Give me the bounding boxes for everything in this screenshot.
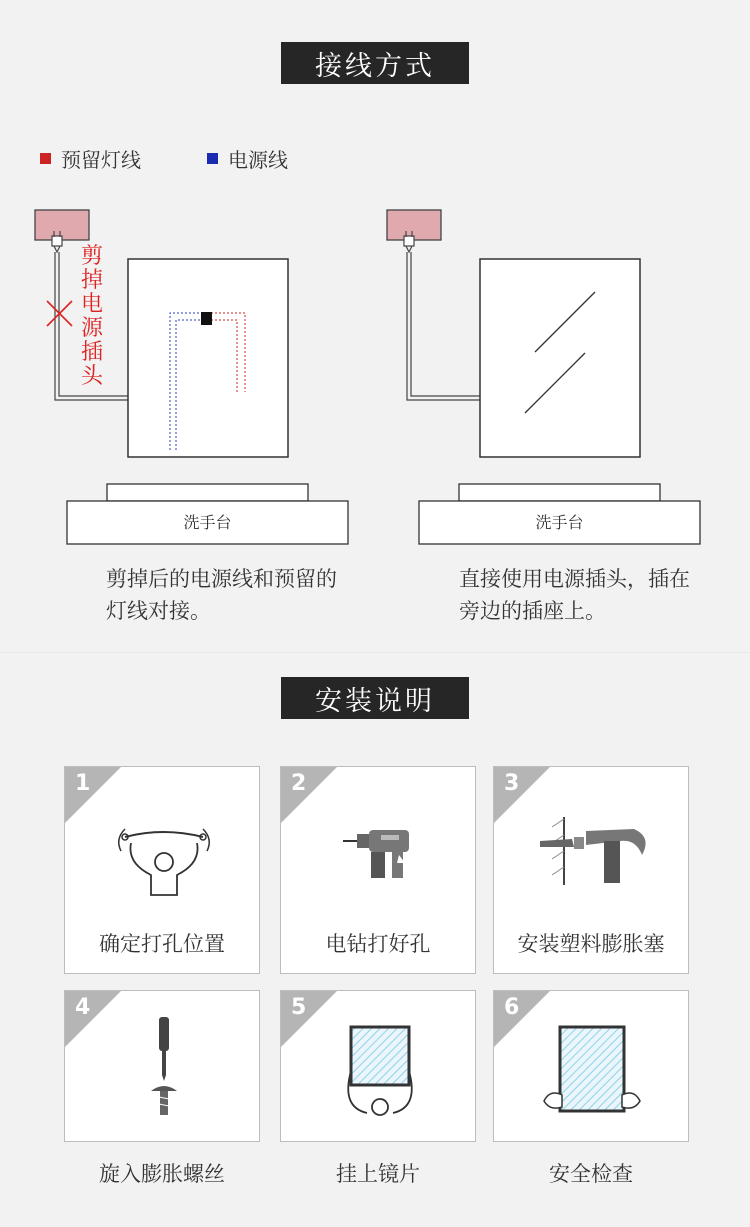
cut-plug-note: 剪掉电源插头 bbox=[80, 244, 103, 389]
caption-right: 直接使用电源插头，插在旁边的插座上。 bbox=[459, 567, 690, 623]
step-card-1 bbox=[64, 766, 260, 974]
step-card-5 bbox=[280, 990, 476, 1142]
legend-label: 预留灯线 bbox=[61, 148, 141, 172]
step-label: 电钻打好孔 bbox=[325, 932, 431, 956]
step-number-badge bbox=[65, 991, 121, 1047]
step-number: 6 bbox=[504, 995, 520, 1020]
caption-left: 剪掉后的电源线和预留的灯线对接。 bbox=[106, 567, 337, 623]
step-number: 1 bbox=[75, 771, 91, 796]
step-card-3 bbox=[493, 766, 689, 974]
step-card-6 bbox=[493, 990, 689, 1142]
step-number: 3 bbox=[504, 771, 520, 796]
step-number-badge bbox=[281, 991, 337, 1047]
wiring-diagram bbox=[0, 0, 750, 560]
step-label: 安装塑料膨胀塞 bbox=[517, 932, 665, 956]
right-wiring-diagram bbox=[387, 210, 700, 544]
step-label: 安全检查 bbox=[549, 1162, 633, 1186]
step-number-badge bbox=[65, 767, 121, 823]
mirror-left bbox=[128, 259, 288, 457]
step-number-badge bbox=[494, 767, 550, 823]
basin-label-right: 洗手台 bbox=[535, 513, 584, 532]
step-label: 挂上镜片 bbox=[336, 1162, 420, 1186]
section-title-wiring: 接线方式 bbox=[281, 42, 469, 84]
section-divider bbox=[0, 652, 750, 653]
step-card-4 bbox=[64, 990, 260, 1142]
basin-label-left: 洗手台 bbox=[183, 513, 232, 532]
step-label: 旋入膨胀螺丝 bbox=[99, 1162, 225, 1186]
step-label: 确定打孔位置 bbox=[99, 932, 225, 956]
step-number-badge bbox=[494, 991, 550, 1047]
section-title-install: 安装说明 bbox=[281, 677, 469, 719]
junction-box bbox=[201, 312, 212, 325]
step-number-badge bbox=[281, 767, 337, 823]
step-number: 2 bbox=[291, 771, 307, 796]
step-number: 5 bbox=[291, 995, 307, 1020]
step-number: 4 bbox=[75, 995, 91, 1020]
step-card-2 bbox=[280, 766, 476, 974]
legend-label: 电源线 bbox=[228, 148, 288, 172]
mirror-right bbox=[480, 259, 640, 457]
